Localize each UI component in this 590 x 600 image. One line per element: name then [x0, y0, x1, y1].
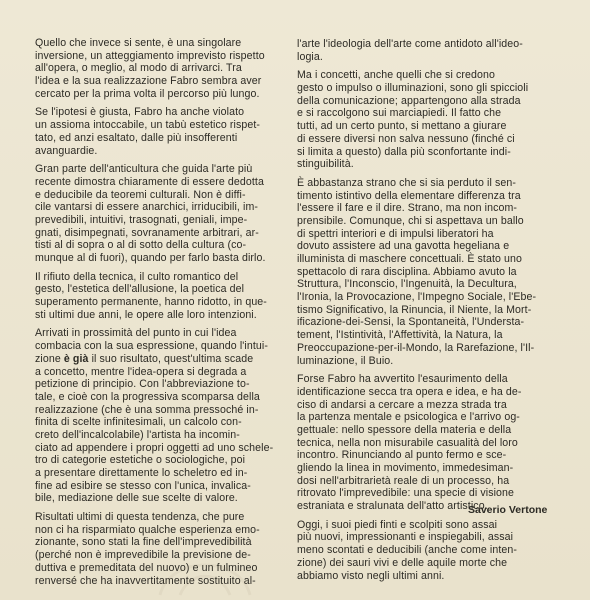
text-line: spettacolo di rara disciplina. Abbiamo avuto la: [297, 265, 517, 278]
left-paragraph: [35, 163, 287, 265]
right-paragraph: [297, 373, 553, 513]
text-line: meno scontati e deducibili (anche come inten-: [297, 544, 518, 557]
text-line: illuminista di maschere concettuali. È stato uno: [297, 253, 523, 265]
text-line: gnati, disimpegnati, sovranamente arbitrari, ar-: [35, 226, 259, 239]
text-line: dosi nell'arbitrarietà reale di un processo, ha: [297, 474, 510, 487]
left-paragraph: [35, 37, 287, 100]
text-line: tement, l'Istintività, l'Affettività, la Natura, la: [297, 329, 503, 342]
text-line: identificazione secca tra opera e idea, e ha de-: [297, 385, 522, 398]
text-line: Risultati ultimi di questa tendenza, che pure: [35, 511, 245, 524]
text-line: l'arte l'ideologia dell'arte come antidoto all'ideo-: [297, 38, 523, 50]
right-paragraph: [297, 69, 553, 171]
text-line: prevedibili, intuitivi, trasognati, geniali, impe-: [35, 213, 248, 226]
text-line: logia.: [297, 50, 323, 63]
text-line: timento istintivo della elementare differenza tra: [297, 189, 521, 202]
text-line: di essere diversi non salva nessuno (finché ci: [297, 132, 515, 145]
text-line: realizzazione (che è una somma pressoché in-: [35, 403, 259, 416]
text-line: abbiamo visto negli ultimi anni.: [297, 569, 445, 582]
text-line: Se l'ipotesi è giusta, Fabro ha anche violato: [35, 106, 245, 119]
embossed-emblem-icon: [150, 545, 260, 600]
text-line: munque al di fuori), quando per farlo basta dirlo.: [35, 252, 266, 264]
text-line: si limita a questo) dalla più sconfortante indi-: [297, 145, 511, 158]
left-paragraph: [35, 327, 287, 505]
text-line: (perché non è imprevedibile la previsione de-: [35, 549, 251, 562]
text-line: e si raccolgono sui marciapiedi. Il fatto che: [297, 107, 502, 120]
text-line: a concetto, mentre l'idea-opera si degrada a: [35, 365, 247, 378]
text-line: Oggi, i suoi piedi finti e scolpiti sono assai: [297, 518, 498, 531]
author-signature: Saverio Vertone: [468, 504, 548, 516]
text-line: superamento permanente, hanno ridotto, in que-: [35, 296, 267, 309]
text-line: fine ad esibire se stesso con l'unica, invalica-: [35, 479, 251, 492]
right-paragraph: [297, 38, 553, 63]
text-line: estraniata e stralunata dell'atto artistico.: [297, 500, 488, 513]
text-line: un assioma intoccabile, un tabù estetico rispet-: [35, 119, 261, 132]
text-line: gliendo la linea in movimento, immedesiman-: [297, 462, 514, 474]
text-line: cercato per la prima volta il percorso più lungo.: [35, 87, 260, 100]
text-line: zione è già il suo risultato, quest'ultima scade: [35, 352, 254, 365]
text-line: zione) dei sauri vivi e delle aquile morte che: [297, 556, 508, 569]
text-line: stinguibilità.: [297, 158, 354, 171]
right-paragraph: [297, 519, 553, 582]
text-line: ciato ad appendere i propri oggetti ad uno schele-: [35, 441, 274, 454]
text-line: Il rifiuto della tecnica, il culto romantico del: [35, 270, 239, 283]
text-line: Struttura, l'Inconscio, l'Ingenuità, la Decultura,: [297, 278, 517, 291]
text-line: l'essere il fare e il dire. Strano, ma non incom-: [297, 202, 518, 215]
text-line: l'Ironia, la Provocazione, l'Impegno Sociale, l'Ebe-: [297, 291, 537, 304]
text-line: tale, e cioè con la progressiva scomparsa della: [35, 390, 260, 403]
text-line: ciso di andarsi a cercare a mezza strada tra: [297, 398, 507, 411]
text-line: È abbastanza strano che si sia perduto il sen-: [297, 176, 516, 189]
text-line: tismo Significativo, la Rinuncia, il Niente, la Mort-: [297, 303, 532, 316]
text-line: combacia con la sua espressione, quando l'intui-: [35, 340, 268, 353]
text-line: non ci ha risparmiato qualche esperienza emo-: [35, 523, 260, 536]
text-line: tisti al di sopra o al di sotto della cultura (co-: [35, 239, 247, 252]
text-line: tato, ed anzi esaltato, dalle più insofferenti: [35, 131, 238, 144]
text-line: bile, mediazione delle sue scelte di valore.: [35, 492, 238, 505]
left-paragraph: [35, 271, 287, 322]
text-line: duttiva e premeditata del nuovo) e un fulmineo: [35, 561, 258, 574]
text-line: zionante, sono stati la fine dell'imprevedibilità: [35, 536, 252, 549]
text-line: finita di scelte infinitesimali, un calcolo con-: [35, 416, 242, 429]
right-paragraph: [297, 177, 553, 367]
text-line: più nuovi, impressionanti e inspiegabili, assai: [297, 531, 514, 544]
text-line: inversione, un atteggiamento imprevisto rispetto: [35, 49, 265, 62]
text-line: gesto, l'estetica dell'allusione, la poetica del: [35, 283, 245, 296]
emphasis-text: è già: [63, 352, 89, 365]
text-line: all'opera, o meglio, al modo di arrivarci. Tra: [35, 62, 242, 75]
text-line: cile vantarsi di essere anarchici, irriducibili, im-: [35, 201, 259, 214]
text-line: petizione di principio. Con l'abbreviazione to-: [35, 378, 250, 391]
text-line: renversé che ha inavvertitamente sostituito al-: [35, 574, 256, 587]
text-line: dovuto assistere ad una gavotta hegeliana e: [297, 240, 510, 253]
text-line: della comunicazione; appartengono alla strada: [297, 94, 521, 107]
text-line: tutti, ad un certo punto, si mettano a giurare: [297, 120, 507, 133]
text-line: ritrovato l'imprevedibile: una specie di visione: [297, 487, 515, 500]
text-line: avanguardie.: [35, 144, 98, 157]
text-line: Preoccupazione-per-il-Mondo, la Rarefazione, l'Il-: [297, 341, 535, 354]
text-line: prensibile. Comunque, chi si aspettava un ballo: [297, 214, 524, 227]
text-line: luminazione, il Buio.: [297, 354, 394, 367]
left-text-column: [35, 37, 287, 587]
left-paragraph: [35, 106, 287, 157]
text-line: Ma i concetti, anche quelli che si credono: [297, 69, 495, 82]
text-line: recente dimostra chiaramente di essere dedotta: [35, 175, 264, 188]
text-line: e deducibile da teoremi culturali. Non è diffi-: [35, 188, 246, 201]
text-line: a presentare direttamente lo scheletro ed in-: [35, 467, 248, 479]
text-line: creto dell'incalcolabile) l'artista ha incomin-: [35, 428, 240, 441]
text-line: sti ultimi due anni, le opere alle loro intenzioni.: [35, 308, 257, 321]
right-text-column: [297, 38, 553, 582]
text-line: l'idea e la sua realizzazione Fabro sembra aver: [35, 75, 262, 88]
text-line: Arrivati in prossimità del punto in cui l'idea: [35, 327, 237, 340]
text-line: tecnica, nella non misurabile casualità del loro: [297, 436, 518, 449]
text-line: incontro. Rinunciando al punto fermo e sce-: [297, 449, 507, 462]
text-line: gettuale: nello spessore della materia e della: [297, 423, 512, 436]
text-line: gesto o impulso o illuminazioni, sono gli spiccioli: [297, 82, 529, 95]
text-line: Forse Fabro ha avvertito l'esaurimento della: [297, 373, 508, 386]
text-line: di spettri interiori e di impulsi liberatori ha: [297, 227, 494, 240]
text-line: ificazione-dei-Sensi, la Spontaneità, l'Understa-: [297, 316, 525, 329]
text-line: tro di categorie estetiche o sociologiche, poi: [35, 454, 246, 467]
text-line: la partenza mentale e psicologica e l'arrivo og-: [297, 411, 520, 424]
text-line: Gran parte dell'anticultura che guida l'arte più: [35, 163, 253, 176]
text-line: Quello che invece si sente, è una singolare: [35, 37, 242, 49]
